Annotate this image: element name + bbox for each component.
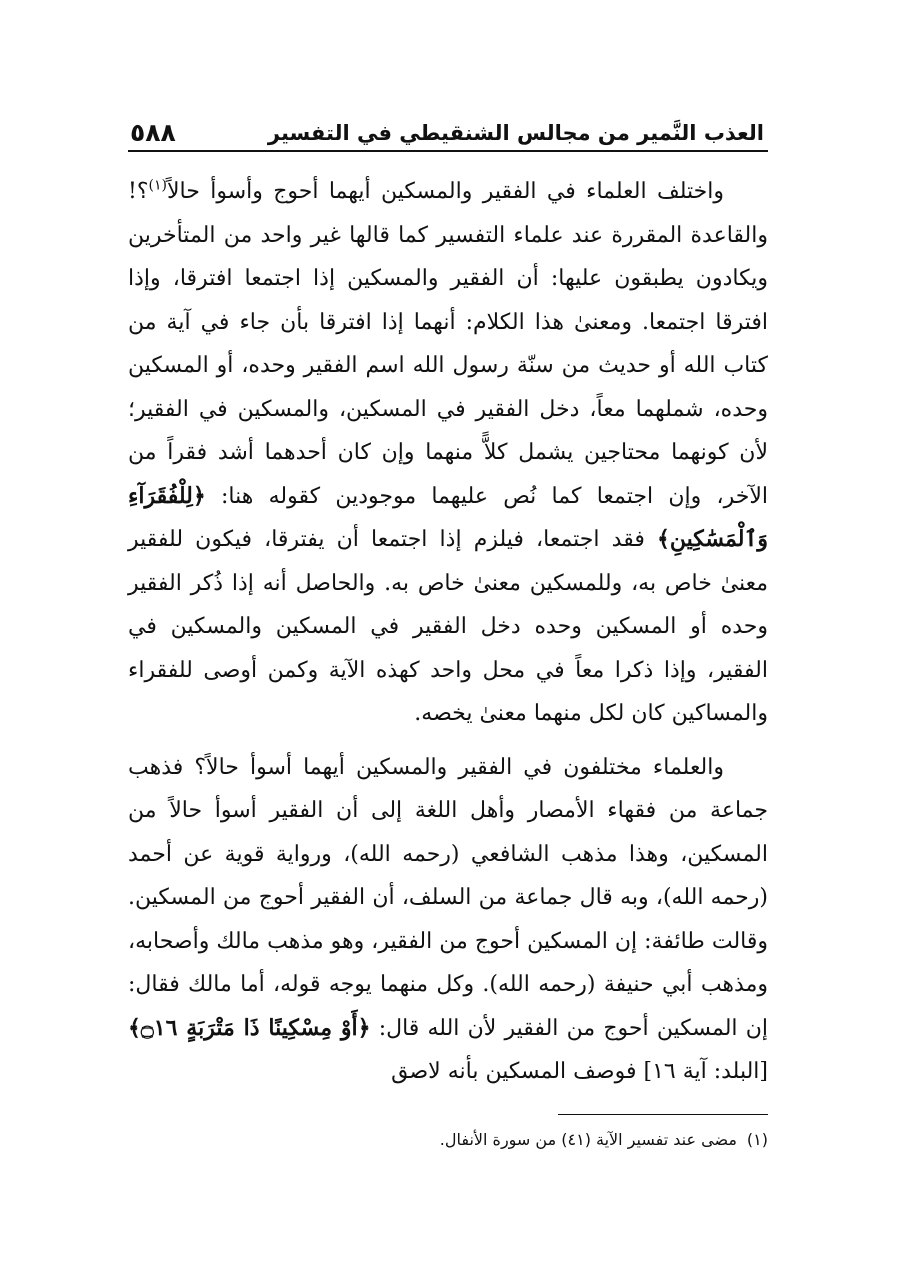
book-title: العذب النَّمير من مجالس الشنقيطي في التفسير [267, 121, 764, 145]
footnote-divider [558, 1114, 768, 1115]
paragraph-text: فقد اجتمعا، فيلزم إذا اجتمعا أن يفترقا، فيكون للفقير معنىٰ خاص به، وللمسكين معنىٰ خاص به. والحاصل أنه إذا ذُكر الفقير وحده أو المسكين وحده دخل الفقير في المسكين والمسكين في الفقير، وإذا ذكرا معاً في محل واحد كهذه الآية وكمن أوصى للفقراء والمساكين كان لكل منهما معنىٰ يخصه. [128, 527, 768, 726]
quran-quote: ﴿لِلْفُقَرَآءِ وَٱلْمَسَٰكِينِ﴾ [128, 482, 768, 552]
footnote [128, 1126, 768, 1154]
paragraph-text: ؟! والقاعدة المقررة عند علماء التفسير كما قالها غير واحد من المتأخرين ويكادون يطبقون عليها: أن الفقير والمسكين إذا اجتمعا افترقا، وإذا افترقا اجتمعا. ومعنىٰ هذا الكلام: أنهما إذا افترقا بأن جاء في آية من كتاب الله أو حديث من سنّة رسول الله اسم الفقير وحده، أو المسكين وحده، شملهما معاً، دخل الفقير في المسكين، والمسكين في الفقير؛ لأن كونهما محتاجين يشمل كلاًّ منهما وإن كان أحدهما أشد فقراً من الآخر، وإن اجتمعا كما نُص عليهما موجودين كقوله هنا: [128, 179, 768, 509]
footnote-number: (١) [746, 1130, 768, 1149]
paragraph-text: والعلماء مختلفون في الفقير والمسكين أيهما أسوأ حالاً؟ فذهب جماعة من فقهاء الأمصار وأهل اللغة إلى أن الفقير أسوأ حالاً من المسكين، وهذا مذهب الشافعي (رحمه الله)، ورواية قوية عن أحمد (رحمه الله)، وبه قال جماعة من السلف، أن الفقير أحوج من المسكين. وقالت طائفة: إن المسكين أحوج من الفقير، وهو مذهب مالك وأصحابه، ومذهب أبي حنيفة (رحمه الله). وكل منهما يوجه قوله، أما مالك فقال: إن المسكين أحوج من الفقير لأن الله قال: [128, 754, 768, 1041]
paragraph-text: واختلف العلماء في الفقير والمسكين أيهما أحوج وأسوأ حالاً [167, 179, 724, 204]
book-page [128, 0, 768, 1271]
page-number: ٥٨٨ [130, 118, 176, 147]
paragraph-2 [128, 746, 768, 1094]
paragraph-1 [128, 170, 768, 736]
footnote-text: مضى عند تفسير الآية (٤١) من سورة الأنفال. [439, 1130, 737, 1149]
header-divider [128, 150, 768, 152]
page-header [128, 112, 768, 148]
quran-quote: ﴿أَوْ مِسْكِينًا ذَا مَتْرَبَةٍ ۝١٦﴾ [128, 1014, 371, 1041]
footnote-reference[interactable]: (١) [148, 177, 167, 194]
main-text [128, 170, 768, 1094]
paragraph-text: [البلد: آية ١٦] فوصف المسكين بأنه لاصق [391, 1059, 768, 1084]
